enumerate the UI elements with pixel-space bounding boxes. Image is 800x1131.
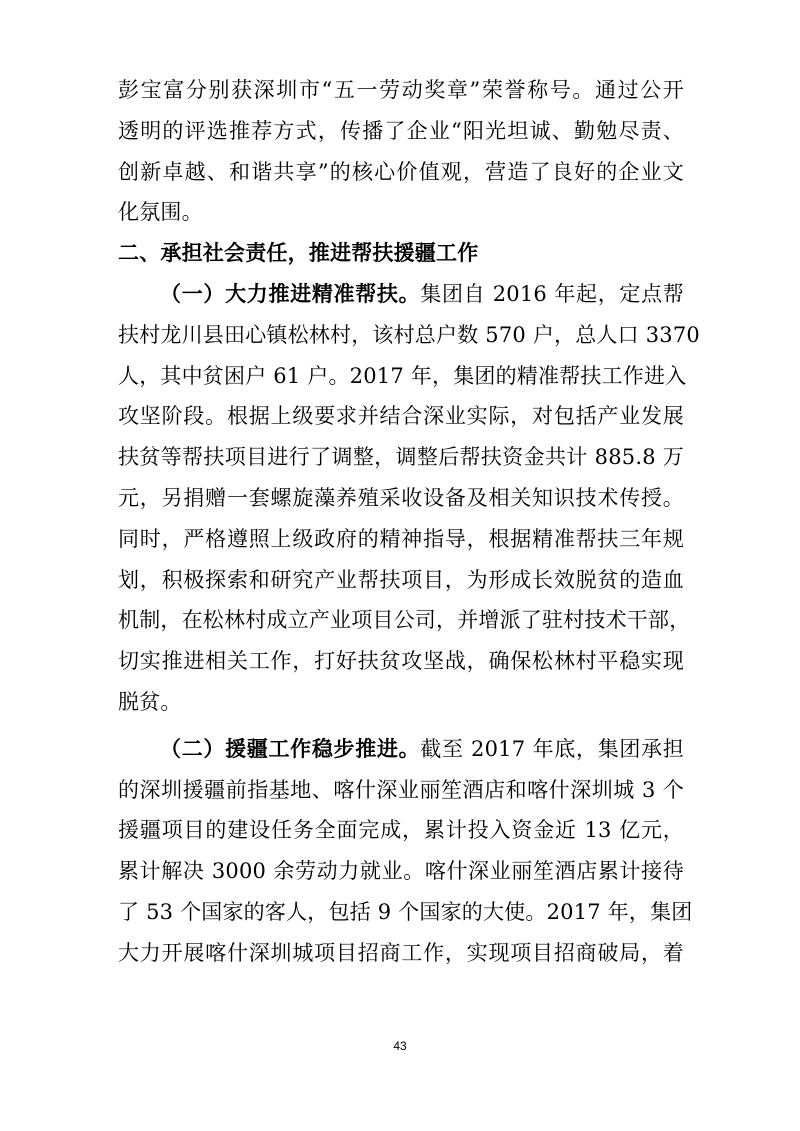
text-span: 截至 2017 年底，集团承担 xyxy=(420,736,684,761)
text-line: 切实推进相关工作，打好扶贫攻坚战，确保松林村平稳实现 xyxy=(118,649,684,674)
document-page xyxy=(118,70,700,974)
text-line: 扶村龙川县田心镇松林村，该村总户数 570 户，总人口 3370 xyxy=(118,322,700,347)
text-line: 机制，在松林村成立产业项目公司，并增派了驻村技术干部， xyxy=(118,608,691,633)
subsection-first-line xyxy=(118,274,684,315)
paragraph-1 xyxy=(118,70,684,233)
text-line: 的深圳援疆前指基地、喀什深业丽笙酒店和喀什深圳城 3 个 xyxy=(118,777,684,802)
subsection-title: （一）大力推进精准帮扶。 xyxy=(160,281,421,306)
text-line: 彭宝富分别获深圳市“五一劳动奖章”荣誉称号。通过公开 xyxy=(118,78,684,102)
text-line: 透明的评选推荐方式，传播了企业“阳光坦诚、勤勉尽责、 xyxy=(118,118,684,143)
subsection-2 xyxy=(118,729,693,974)
text-line: 累计解决 3000 余劳动力就业。喀什深业丽笙酒店累计接待 xyxy=(118,859,684,884)
text-line: 创新卓越、和谐共享”的核心价值观，营造了良好的企业文 xyxy=(118,159,684,184)
section-heading: 二、承担社会责任，推进帮扶援疆工作 xyxy=(118,241,479,266)
text-line: 大力开展喀什深圳城项目招商工作，实现项目招商破局，着 xyxy=(118,940,684,965)
text-line: 脱贫。 xyxy=(118,689,182,714)
text-line: 人，其中贫困户 61 户。2017 年，集团的精准帮扶工作进入 xyxy=(118,363,687,388)
text-line: 同时，严格遵照上级政府的精神指导，根据精准帮扶三年规 xyxy=(118,526,684,551)
subsection-first-line xyxy=(118,729,684,770)
text-line: 化氛围。 xyxy=(118,200,203,225)
text-line: 元，另捐赠一套螺旋藻养殖采收设备及相关知识技术传授。 xyxy=(118,485,684,510)
text-line: 援疆项目的建设任务全面完成，累计投入资金近 13 亿元， xyxy=(118,818,684,843)
text-line: 攻坚阶段。根据上级要求并结合深业实际，对包括产业发展 xyxy=(118,404,684,429)
text-line: 划，积极探索和研究产业帮扶项目，为形成长效脱贫的造血 xyxy=(118,567,684,592)
subsection-1 xyxy=(118,274,700,723)
text-line: 了 53 个国家的客人，包括 9 个国家的大使。2017 年，集团 xyxy=(118,899,693,924)
page-number: 43 xyxy=(393,1039,407,1053)
text-line: 扶贫等帮扶项目进行了调整，调整后帮扶资金共计 885.8 万 xyxy=(118,445,684,470)
subsection-title: （二）援疆工作稳步推进。 xyxy=(160,736,421,761)
text-span: 集团自 2016 年起，定点帮 xyxy=(420,281,684,306)
